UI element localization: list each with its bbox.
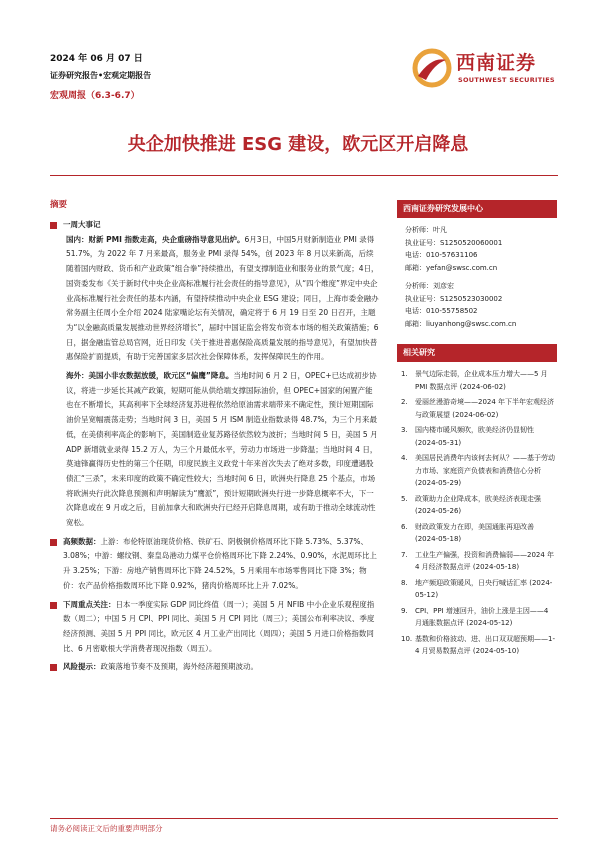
related-item[interactable] xyxy=(401,396,557,421)
related-item-number: 3. xyxy=(401,426,408,434)
related-heading: 相关研究 xyxy=(397,344,557,362)
overseas-paragraph xyxy=(50,369,380,531)
company-logo xyxy=(412,46,562,94)
related-item-number: 4. xyxy=(401,454,408,462)
domestic-lead: 国内：财新 PMI 指数走高，央企重磅指导意见出炉。 xyxy=(66,234,245,244)
related-item-number: 1. xyxy=(401,370,408,378)
analyst1-name: 分析师：叶凡 xyxy=(405,226,447,234)
bullet-square-icon xyxy=(50,539,57,546)
related-item[interactable] xyxy=(401,633,557,658)
footer-disclaimer: 请务必阅读正文后的重要声明部分 xyxy=(50,824,163,833)
abstract-heading: 摘要 xyxy=(50,200,68,210)
domestic-paragraph xyxy=(50,233,380,365)
next-week-title: 下周重点关注： xyxy=(63,599,116,609)
related-item-number: 6. xyxy=(401,522,408,531)
report-date: 2024 年 06 月 07 日 xyxy=(50,54,143,64)
risk-body xyxy=(63,660,258,675)
related-item-title: 工业生产偏强，投资和消费偏弱——2024 年 4 月经济数据点评 (2024-05-18) xyxy=(415,550,555,571)
related-item-title: 美国居民消费年内该何去何从？——基于劳动力市场、家庭资产负债表和消费信心分析 (2024-05-29) xyxy=(415,454,555,487)
related-item-number: 5. xyxy=(401,494,408,503)
related-item-title: CPI、PPI 增速回升，油价上涨是主因——4 月通胀数据点评 (2024-05-12) xyxy=(415,606,549,627)
risk-title: 风险提示： xyxy=(63,662,101,672)
logo-subtext: SOUTHWEST SECURITIES xyxy=(458,76,555,84)
related-item[interactable] xyxy=(401,549,557,574)
report-category: 证券研究报告•宏观定期报告 xyxy=(50,71,152,80)
related-item-title: 国内楼市暖风频吹，欧美经济仍显韧性 (2024-05-31) xyxy=(415,426,534,447)
analyst1-email[interactable]: 邮箱：yefan@swsc.com.cn xyxy=(405,263,498,272)
logo-text: 西南证券 xyxy=(456,52,537,74)
next-week-section xyxy=(50,598,380,657)
related-item-number: 7. xyxy=(401,550,408,559)
title-divider xyxy=(50,175,558,176)
logo-mark-icon xyxy=(412,48,452,88)
analyst2-email[interactable]: 邮箱：liuyanhong@swsc.com.cn xyxy=(405,319,517,328)
risk-section xyxy=(50,660,380,675)
events-section xyxy=(50,218,380,233)
analyst1-license: 执业证号：S1250520060001 xyxy=(405,238,503,247)
related-item-title: 爱丽丝漫游奇境——2024 年下半年宏观经济与政策展望 (2024-06-02) xyxy=(415,398,555,419)
related-item[interactable] xyxy=(401,605,557,630)
related-item-number: 2. xyxy=(401,398,408,406)
bullet-square-icon xyxy=(50,602,57,609)
related-item-title: 基数和价格波动、进、出口双双超预期——1-4 月贸易数据点评 (2024-05-10) xyxy=(415,634,555,655)
events-title: 一周大事记 xyxy=(63,220,101,229)
domestic-text: 6月3日，中国5月财新制造业 PMI 录得 51.7%，为 2022 年 7 月来最高，服务业 PMI 录得 54%，创 2023 年 8 月以来新高，后续随着国内财政、货币和产业政策“组合拳”持续推出，有望支撑制造业和服务业的景气度；4日，国资委发布《关于新时代中央企业高标准履行社会责任的指导意见》，从“四个维度”界定中央企业高标准履行社会责任的基本内涵，有望持续推动中央企业 ESG 建设；同日，上海市委金融办常务副主任周小全介绍 2024 陆家嘴论坛有关情况，确定将于 6 月 19 日至 20 日召开，主题为“以金融高质量发展推动世界经济增长”，届时中国证监会将发布资本市场的相关政策措施；6 日，据金融监管总局官网，近日印发《关于推进普惠保险高质量发展的指导意见》，有望加快普惠保险扩面提质，有助于完善国家多层次社会保障体系，发挥保障民生的作用。 xyxy=(66,234,379,362)
analyst2-name: 分析师：刘彦宏 xyxy=(405,282,454,290)
sidebar xyxy=(397,200,557,661)
main-content xyxy=(50,218,380,675)
next-week-text: 日本一季度实际 GDP 同比终值（周一）；美国 5 月 NFIB 中小企业乐观程度指数（周二）；中国 5 月 CPI、PPI 同比、美国 5 月 CPI 同比（周三）；美国公布利率决议、季度经济预测、美国 5 月 PPI 同比，欧元区 4 月工业产出同比（周四）；美国 5 月进口价格指数同比、6 月密歇根大学消费者现况指数（周五）。 xyxy=(63,599,375,653)
related-item[interactable] xyxy=(401,521,557,546)
analyst-contacts xyxy=(397,218,557,330)
related-item-title: 地产频迎政策暖风，日央行喊话汇率 (2024-05-12) xyxy=(415,578,553,599)
highfreq-text: 上游：布伦特原油现货价格、铁矿石、阴极铜价格周环比下降 5.73%、5.37%、3.08%；中游：螺纹钢、秦皇岛港动力煤平仓价格周环比下降 2.24%、0.90%，水泥周环比上升 3.25%；下游：房地产销售周环比下降 24.52%，5 月乘用车市场零售同比下降 3%；物价：农产品价格指数周环比下降 0.92%，猪肉价格周环比上升 7.02%。 xyxy=(63,536,377,590)
related-item-title: 财政政策发力在即，美国通胀再迎改善 (2024-05-18) xyxy=(415,522,534,543)
related-item-number: 10. xyxy=(401,634,413,643)
related-item[interactable] xyxy=(401,368,557,393)
team-heading: 西南证券研究发展中心 xyxy=(397,200,557,218)
related-item-title: 景气边际走弱，企业成本压力增大——5 月 PMI 数据点评 (2024-06-02) xyxy=(415,370,548,391)
related-item-number: 9. xyxy=(401,606,408,615)
bullet-square-icon xyxy=(50,222,57,229)
footer-divider xyxy=(50,818,558,819)
risk-text: 政策落地节奏不及预期，海外经济超预期波动。 xyxy=(100,662,258,672)
next-week-body xyxy=(63,598,380,657)
analyst2-phone: 电话：010-55758502 xyxy=(405,307,478,315)
bullet-square-icon xyxy=(50,664,57,671)
highfreq-section xyxy=(50,535,380,594)
related-list xyxy=(397,362,557,658)
highfreq-title: 高频数据： xyxy=(63,536,101,546)
highfreq-body xyxy=(63,535,380,594)
related-item[interactable] xyxy=(401,493,557,518)
overseas-lead: 海外：美国小非农数据放缓，欧元区“偏鹰”降息。 xyxy=(66,371,234,381)
analyst2-license: 执业证号：S1250523030002 xyxy=(405,294,503,303)
report-subtitle: 宏观周报（6.3-6.7） xyxy=(50,91,140,101)
overseas-text: 当地时间 6 月 2 日，OPEC+已达成初步协议，将进一步延长其减产政策，短期可能从供给端支撑国际油价，但 OPEC+国家的闲置产能也在不断增长，其高利率下全球经济复苏进程依然给原油需求端带来不确定性，预计短期国际油价呈宽幅震荡走势；当地时间 3 日，美国 5 月 ISM 制造业指数录得 48.7%，为三个月来最低，在美债利率高企的影响下，美国制造业复苏路径依然较为波折；当地时间 5 日，美国 5 月 ADP 新增就业录得 15.2 万人，为三个月最低水平，劳动力市场进一步降温；当地时间 4 日，莫迪锋赢得历史性的第三个任期，印度民族主义政党十年来首次失去了绝对多数，印度遭遇股债汇“三杀”，未来印度的政策不确定性较大；当地时间 6 日，欧洲央行降息 25 个基点，市场将欧洲央行此次降息预测和声明解读为“鹰派”，预计短期欧洲央行进一步降息概率不大，下一次降息或在 9 月或之后，目前加拿大和欧洲央行已经开启降息周期，或有助于推动全球流动性宽松。 xyxy=(66,371,378,528)
analyst1-phone: 电话：010-57631106 xyxy=(405,251,478,259)
report-title: 央企加快推进 ESG 建设，欧元区开启降息 xyxy=(127,134,469,155)
related-item[interactable] xyxy=(401,424,557,449)
related-item[interactable] xyxy=(401,577,557,602)
related-item[interactable] xyxy=(401,452,557,490)
related-item-title: 政策助力企业降成本，欧美经济表现走强 (2024-05-26) xyxy=(415,494,541,515)
related-item-number: 8. xyxy=(401,578,408,587)
